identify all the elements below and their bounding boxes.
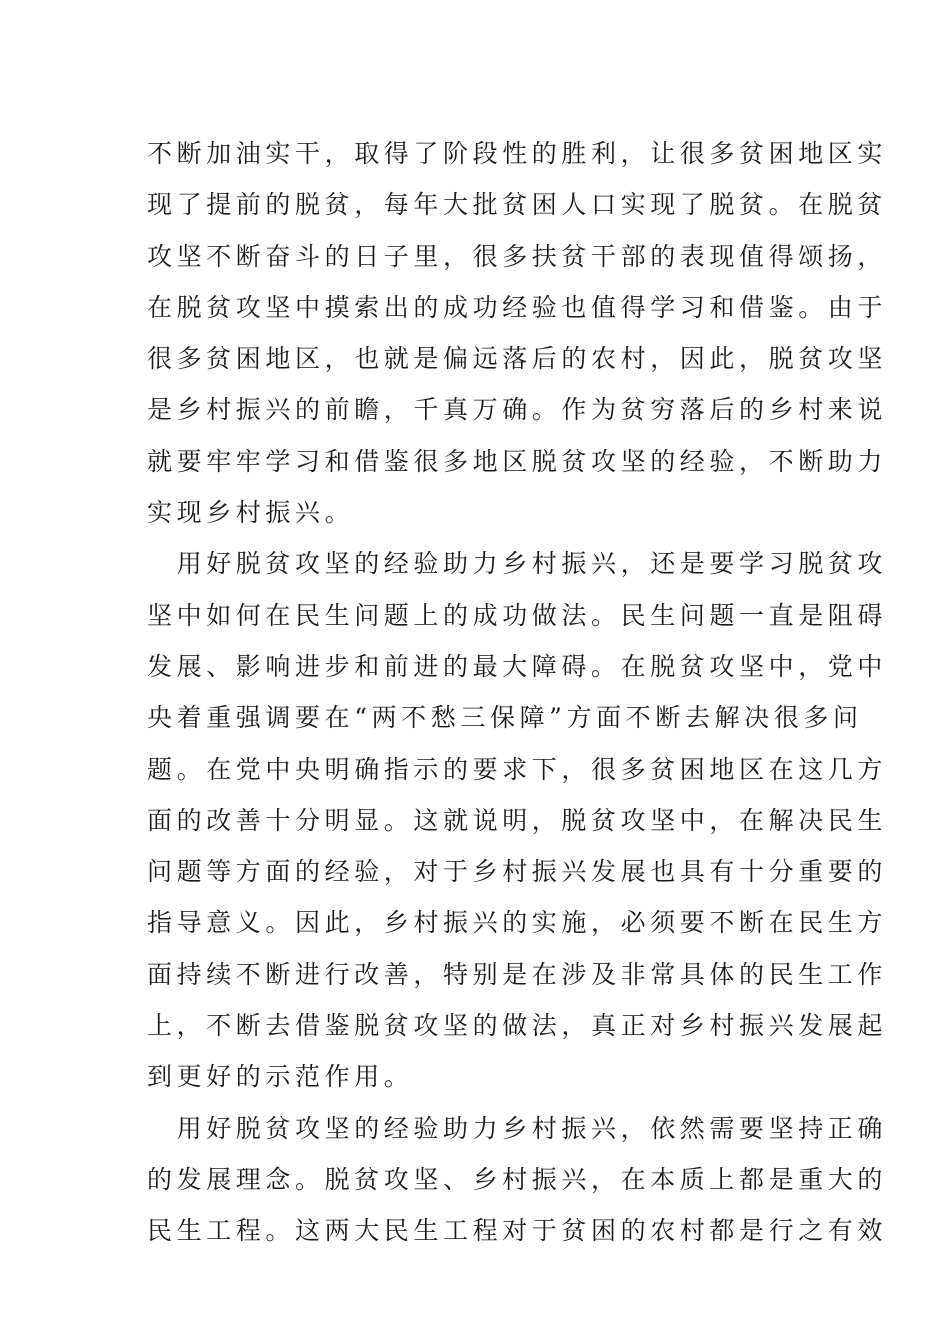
text-line: 指导意义。因此，乡村振兴的实施，必须要不断在民生方 — [147, 908, 888, 938]
text-line: 用好脱贫攻坚的经验助力乡村振兴，依然需要坚持正确 — [147, 1113, 888, 1143]
text-line: 面的改善十分明显。这就说明，脱贫攻坚中，在解决民生 — [147, 805, 888, 835]
text-line: 央着重强调要在“两不愁三保障”方面不断去解决很多问 — [147, 703, 863, 733]
text-line: 是乡村振兴的前瞻，千真万确。作为贫穷落后的乡村来说 — [147, 395, 888, 425]
text-line: 在脱贫攻坚中摸索出的成功经验也值得学习和借鉴。由于 — [147, 292, 888, 322]
text-line: 攻坚不断奋斗的日子里，很多扶贫干部的表现值得颂扬， — [147, 241, 888, 271]
text-line: 问题等方面的经验，对于乡村振兴发展也具有十分重要的 — [147, 857, 888, 887]
text-line: 用好脱贫攻坚的经验助力乡村振兴，还是要学习脱贫攻 — [147, 549, 888, 579]
text-line: 题。在党中央明确指示的要求下，很多贫困地区在这几方 — [147, 754, 888, 784]
text-line: 民生工程。这两大民生工程对于贫困的农村都是行之有效 — [147, 1216, 888, 1246]
text-line: 现了提前的脱贫，每年大批贫困人口实现了脱贫。在脱贫 — [147, 190, 888, 220]
text-line: 坚中如何在民生问题上的成功做法。民生问题一直是阻碍 — [147, 600, 888, 630]
paragraph-3 — [147, 1103, 888, 1257]
text-line: 实现乡村振兴。 — [147, 498, 355, 528]
paragraph-1 — [147, 128, 888, 538]
text-line: 面持续不断进行改善，特别是在涉及非常具体的民生工作 — [147, 959, 888, 989]
text-line: 上，不断去借鉴脱贫攻坚的做法，真正对乡村振兴发展起 — [147, 1011, 888, 1041]
paragraph-2 — [147, 538, 888, 1102]
text-line: 就要牢牢学习和借鉴很多地区脱贫攻坚的经验，不断助力 — [147, 446, 888, 476]
text-line: 的发展理念。脱贫攻坚、乡村振兴，在本质上都是重大的 — [147, 1164, 888, 1194]
text-line: 很多贫困地区，也就是偏远落后的农村，因此，脱贫攻坚 — [147, 344, 888, 374]
text-line: 到更好的示范作用。 — [147, 1062, 414, 1092]
document-body — [147, 128, 888, 1257]
text-line: 不断加油实干，取得了阶段性的胜利，让很多贫困地区实 — [147, 139, 888, 168]
text-line: 发展、影响进步和前进的最大障碍。在脱贫攻坚中，党中 — [147, 651, 888, 681]
